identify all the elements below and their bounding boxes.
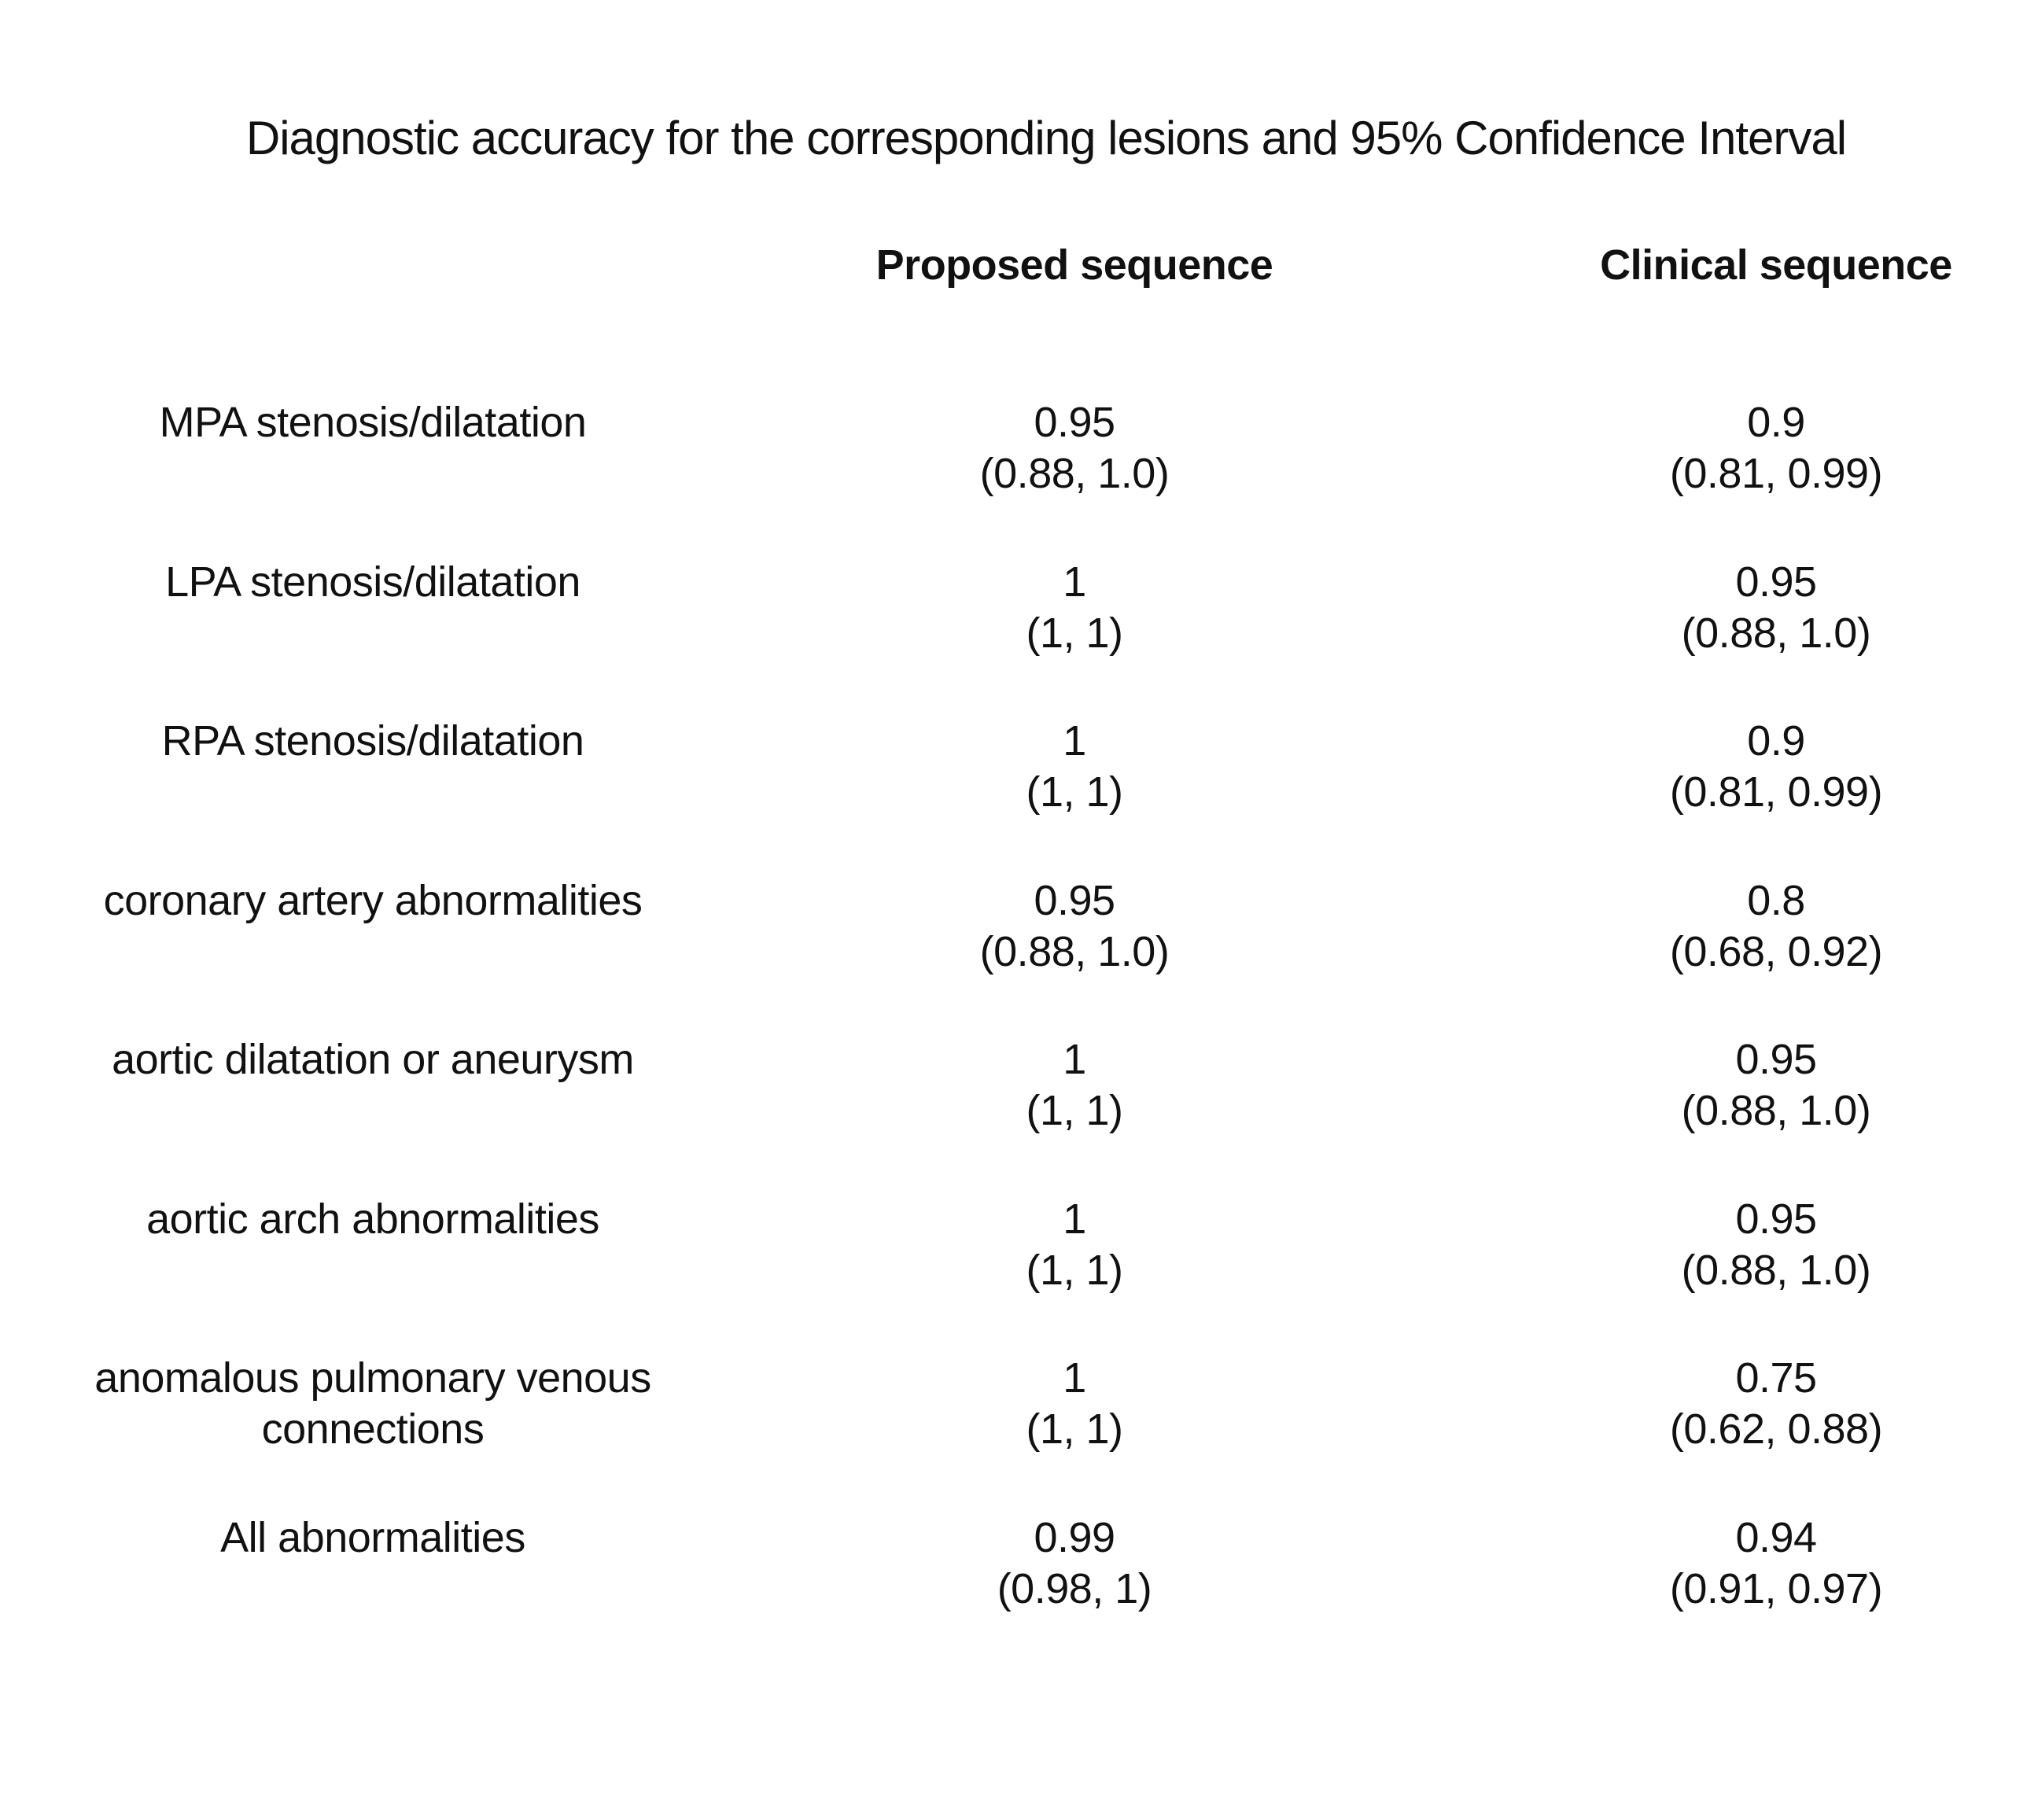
proposed-cell: [799, 397, 1350, 499]
proposed-accuracy: 0.99: [1034, 1513, 1115, 1561]
clinical-ci: (0.81, 0.99): [1669, 450, 1883, 497]
proposed-accuracy: 1: [1063, 717, 1086, 764]
row-label: [58, 875, 687, 927]
proposed-ci: (0.98, 1): [997, 1564, 1152, 1612]
clinical-ci: (0.88, 1.0): [1681, 609, 1871, 657]
clinical-cell: [1501, 875, 2038, 978]
row-label: [58, 1353, 687, 1455]
results-table-body: [0, 397, 2038, 1671]
proposed-accuracy: 0.95: [1034, 399, 1115, 446]
table-row: [0, 1353, 2038, 1512]
proposed-cell: [799, 1034, 1350, 1137]
clinical-accuracy: 0.95: [1735, 558, 1817, 606]
clinical-ci: (0.62, 0.88): [1669, 1406, 1883, 1453]
row-label-line: coronary artery abnormalities: [103, 876, 643, 924]
proposed-cell: [799, 1194, 1350, 1296]
proposed-accuracy: 1: [1063, 1036, 1086, 1083]
clinical-accuracy: 0.95: [1735, 1195, 1817, 1243]
clinical-cell: [1501, 1194, 2038, 1296]
row-label-line: RPA stenosis/dilatation: [161, 717, 584, 764]
table-row: [0, 557, 2038, 717]
row-label: [58, 716, 687, 767]
clinical-ci: (0.88, 1.0): [1681, 1246, 1871, 1294]
proposed-ci: (1, 1): [1026, 1246, 1123, 1294]
proposed-ci: (1, 1): [1026, 1087, 1123, 1134]
clinical-cell: [1501, 1034, 2038, 1137]
row-label: [58, 557, 687, 608]
table-row: [0, 1034, 2038, 1194]
row-label-line: MPA stenosis/dilatation: [159, 399, 587, 446]
clinical-cell: [1501, 557, 2038, 659]
table-row: [0, 1194, 2038, 1354]
proposed-cell: [799, 1512, 1350, 1615]
clinical-accuracy: 0.8: [1747, 876, 1805, 924]
proposed-ci: (0.88, 1.0): [979, 927, 1170, 975]
row-label-line: connections: [261, 1406, 485, 1453]
column-header-clinical-sequence: Clinical sequence: [1600, 241, 1952, 289]
proposed-cell: [799, 716, 1350, 818]
clinical-accuracy: 0.9: [1747, 399, 1805, 446]
proposed-ci: (0.88, 1.0): [979, 450, 1170, 497]
table-title: Diagnostic accuracy for the corresponding lesions and 95% Confidence Interval: [245, 112, 1847, 164]
table-row: [0, 716, 2038, 875]
row-label: [58, 397, 687, 448]
clinical-ci: (0.91, 0.97): [1669, 1564, 1883, 1612]
clinical-ci: (0.68, 0.92): [1669, 927, 1883, 975]
proposed-cell: [799, 1353, 1350, 1455]
clinical-accuracy: 0.95: [1735, 1036, 1817, 1083]
clinical-cell: [1501, 1353, 2038, 1455]
clinical-cell: [1501, 397, 2038, 499]
row-label-line: anomalous pulmonary venous: [94, 1354, 651, 1402]
clinical-accuracy: 0.9: [1747, 717, 1805, 764]
column-header-proposed-sequence: Proposed sequence: [875, 241, 1273, 289]
clinical-ci: (0.88, 1.0): [1681, 1087, 1871, 1134]
proposed-cell: [799, 875, 1350, 978]
row-label-line: aortic dilatation or aneurysm: [112, 1036, 634, 1083]
proposed-accuracy: 1: [1063, 1195, 1086, 1243]
proposed-accuracy: 1: [1063, 558, 1086, 606]
clinical-ci: (0.81, 0.99): [1669, 768, 1883, 816]
proposed-cell: [799, 557, 1350, 659]
proposed-accuracy: 0.95: [1034, 876, 1115, 924]
row-label-line: LPA stenosis/dilatation: [165, 558, 580, 606]
row-label-line: aortic arch abnormalities: [146, 1195, 599, 1243]
row-label: [58, 1194, 687, 1245]
row-label-line: All abnormalities: [220, 1513, 525, 1561]
table-row: [0, 875, 2038, 1035]
proposed-accuracy: 1: [1063, 1354, 1086, 1402]
clinical-cell: [1501, 1512, 2038, 1615]
table-row: [0, 1512, 2038, 1672]
row-label: [58, 1512, 687, 1564]
proposed-ci: (1, 1): [1026, 768, 1123, 816]
clinical-accuracy: 0.94: [1735, 1513, 1817, 1561]
clinical-accuracy: 0.75: [1735, 1354, 1817, 1402]
table-row: [0, 397, 2038, 557]
row-label: [58, 1034, 687, 1085]
proposed-ci: (1, 1): [1026, 609, 1123, 657]
proposed-ci: (1, 1): [1026, 1406, 1123, 1453]
clinical-cell: [1501, 716, 2038, 818]
